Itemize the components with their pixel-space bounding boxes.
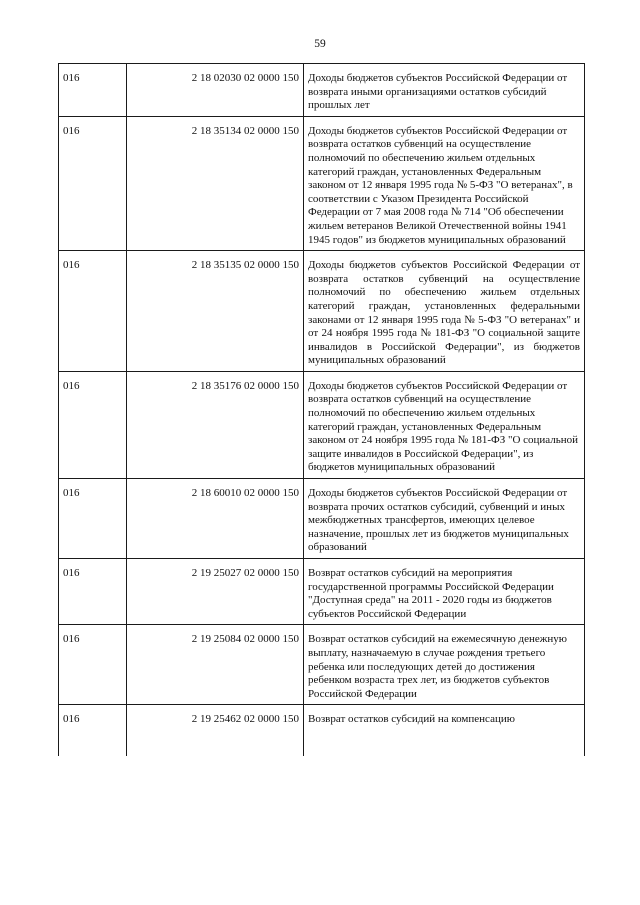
- admin-code-cell: 016: [59, 479, 127, 559]
- kbk-code-cell: 2 19 25027 02 0000 150: [127, 559, 304, 625]
- revenue-name-cell: Возврат остатков субсидий на мероприятия государственной программы Российской Федерации "Доступная среда" на 2011 - 2020 годы из бюджетов субъектов Российской Федерации: [304, 559, 585, 625]
- admin-code-cell: 016: [59, 64, 127, 117]
- admin-code-cell: 016: [59, 251, 127, 372]
- page-number: 59: [314, 38, 326, 50]
- table-row: [59, 251, 585, 372]
- admin-code-cell: 016: [59, 625, 127, 705]
- table-row: [59, 625, 585, 705]
- table-row: [59, 116, 585, 250]
- kbk-code-cell: 2 19 25462 02 0000 150: [127, 705, 304, 757]
- table-row: [59, 705, 585, 757]
- kbk-code-cell: 2 18 35135 02 0000 150: [127, 251, 304, 372]
- admin-code-cell: 016: [59, 705, 127, 757]
- revenue-name-cell: Возврат остатков субсидий на ежемесячную денежную выплату, назначаемую в случае рождения третьего ребенка или последующих детей до достижения ребенком возраста трех лет, из бюджетов субъектов Российской Федерации: [304, 625, 585, 705]
- admin-code-cell: 016: [59, 116, 127, 250]
- revenue-name-cell: Доходы бюджетов субъектов Российской Федерации от возврата иными организациями остатков субсидий прошлых лет: [304, 64, 585, 117]
- kbk-code-cell: 2 19 25084 02 0000 150: [127, 625, 304, 705]
- admin-code-cell: 016: [59, 559, 127, 625]
- revenue-name-cell: Доходы бюджетов субъектов Российской Федерации от возврата прочих остатков субсидий, субвенций и иных межбюджетных трансфертов, имеющих целевое назначение, прошлых лет из бюджетов муниципальных образований: [304, 479, 585, 559]
- kbk-code-cell: 2 18 35176 02 0000 150: [127, 371, 304, 478]
- budget-codes-table: [58, 63, 585, 756]
- kbk-code-cell: 2 18 60010 02 0000 150: [127, 479, 304, 559]
- revenue-name-cell: Доходы бюджетов субъектов Российской Федерации от возврата остатков субвенций на осуществление полномочий по обеспечению жильем отдельных категорий граждан, установленных Федеральным законом от 12 января 1995 года № 5-ФЗ "О ветеранах", в соответствии с Указом Президента Российской Федерации от 7 мая 2008 года № 714 "Об обеспечении жильем ветеранов Великой Отечественной войны 1941 1945 годов" из бюджетов муниципальных образований: [304, 116, 585, 250]
- revenue-name-cell: Доходы бюджетов субъектов Российской Федерации от возврата остатков субвенций на осуществление полномочий по обеспечению жильем отдельных категорий граждан, установленных федеральными законами от 12 января 1995 года № 5-ФЗ "О ветеранах" и от 24 ноября 1995 года № 181-ФЗ "О социальной защите инвалидов в Российской Федерации", из бюджетов муниципальных образований: [304, 251, 585, 372]
- table-row: [59, 479, 585, 559]
- table-row: [59, 371, 585, 478]
- kbk-code-cell: 2 18 35134 02 0000 150: [127, 116, 304, 250]
- revenue-name-cell: Доходы бюджетов субъектов Российской Федерации от возврата остатков субвенций на осуществление полномочий по обеспечению жильем отдельных категорий граждан, установленных Федеральным законом от 24 ноября 1995 года № 181-ФЗ "О социальной защите инвалидов в Российской Федерации", из бюджетов муниципальных образований: [304, 371, 585, 478]
- table-row: [59, 559, 585, 625]
- table-row: [59, 64, 585, 117]
- admin-code-cell: 016: [59, 371, 127, 478]
- revenue-name-cell: Возврат остатков субсидий на компенсацию: [304, 705, 585, 757]
- kbk-code-cell: 2 18 02030 02 0000 150: [127, 64, 304, 117]
